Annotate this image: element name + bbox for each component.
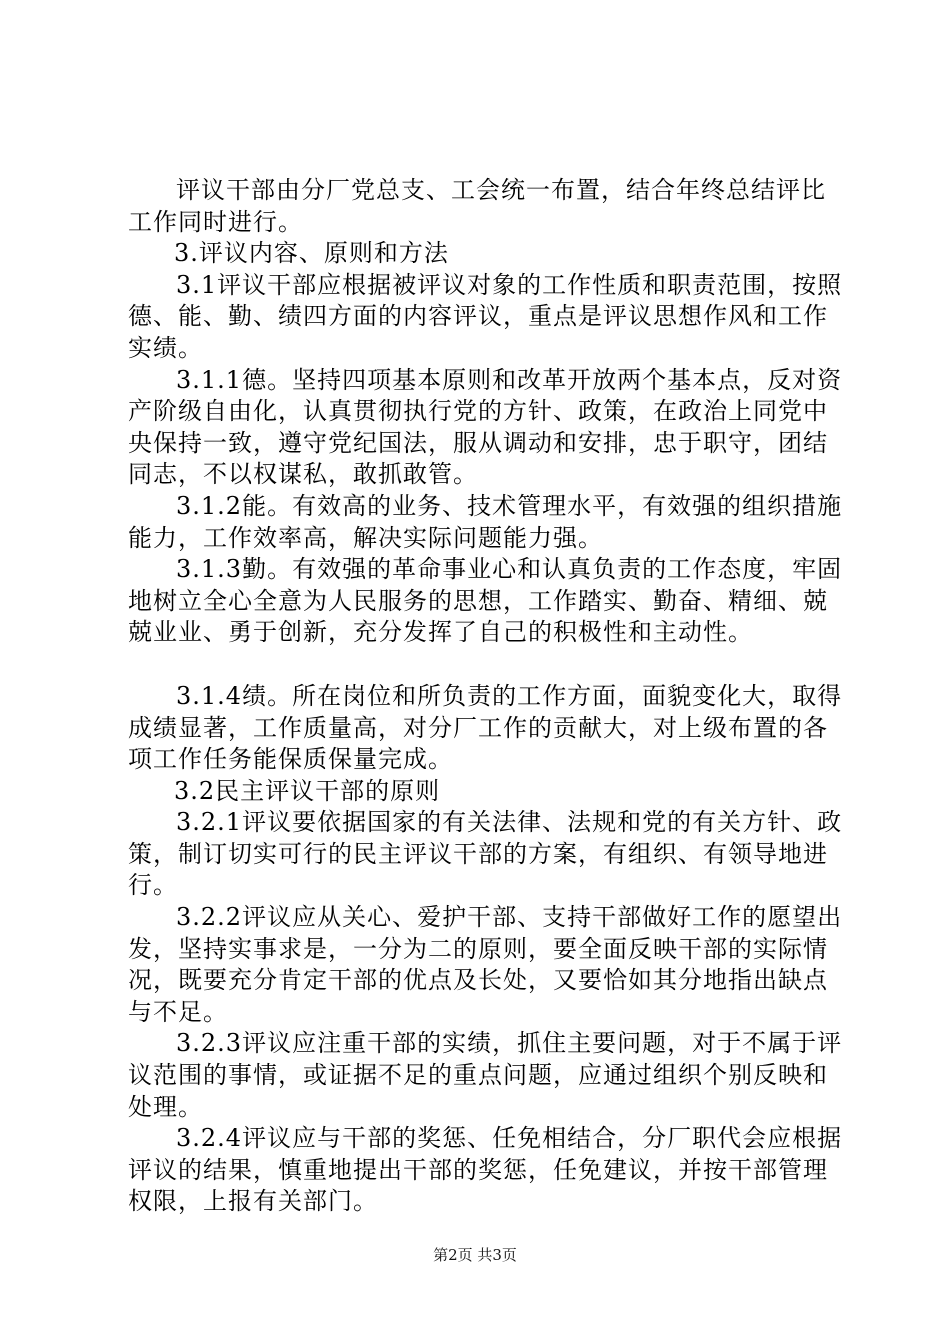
page-number-footer: 第2页 共3页: [433, 1246, 517, 1264]
paragraph: 3.1.4绩。所在岗位和所负责的工作方面，面貌变化大，取得成绩显著，工作质量高，对分厂工作的贡献大，对上级布置的各项工作任务能保质保量完成。: [128, 681, 843, 774]
section-heading: 3.2民主评议干部的原则: [174, 776, 441, 805]
paragraph: 3.1.1德。坚持四项基本原则和改革开放两个基本点，反对资产阶级自由化，认真贯彻执行党的方针、政策，在政治上同党中央保持一致，遵守党纪国法，服从调动和安排，忠于职守，团结同志，不以权谋私，敢抓敢管。: [128, 365, 843, 489]
paragraph: 3.2.1评议要依据国家的有关法律、法规和党的有关方针、政策，制订切实可行的民主评议干部的方案，有组织、有领导地进行。: [128, 808, 843, 900]
paragraph: 3.2.4评议应与干部的奖惩、任免相结合，分厂职代会应根据评议的结果，慎重地提出干部的奖惩，任免建议，并按干部管理权限，上报有关部门。: [128, 1124, 843, 1216]
document-body: [128, 175, 843, 1218]
paragraph: 3.2.3评议应注重干部的实绩，抓住主要问题，对于不属于评议范围的事情，或证据不足的重点问题，应通过组织个别反映和处理。: [128, 1029, 843, 1121]
section-heading: 3.评议内容、原则和方法: [174, 239, 449, 268]
paragraph: 3.1评议干部应根据被评议对象的工作性质和职责范围，按照德、能、勤、绩四方面的内容评议，重点是评议思想作风和工作实绩。: [128, 270, 843, 362]
paragraph: 3.2.2评议应从关心、爱护干部、支持干部做好工作的愿望出发，坚持实事求是，一分为二的原则，要全面反映干部的实际情况，既要充分肯定干部的优点及长处，又要恰如其分地指出缺点与不足。: [128, 903, 843, 1026]
paragraph: 评议干部由分厂党总支、工会统一布置，结合年终总结评比工作同时进行。: [128, 176, 826, 236]
paragraph: 3.1.3勤。有效强的革命事业心和认真负责的工作态度，牢固地树立全心全意为人民服务的思想，工作踏实、勤奋、精细、兢兢业业、勇于创新，充分发挥了自己的积极性和主动性。: [128, 555, 843, 647]
paragraph: 3.1.2能。有效高的业务、技术管理水平，有效强的组织措施能力，工作效率高，解决实际问题能力强。: [128, 491, 843, 552]
